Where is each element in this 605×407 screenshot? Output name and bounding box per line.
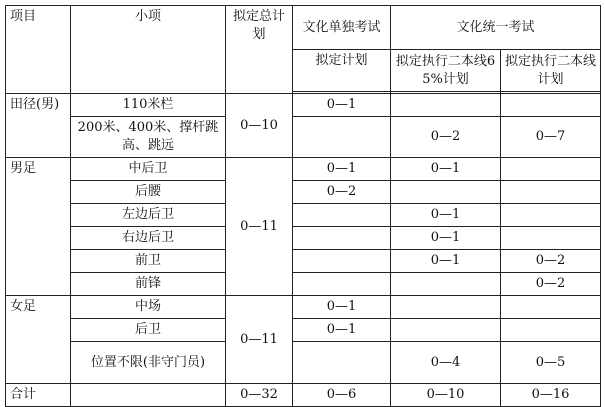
track-single	[293, 117, 391, 158]
women-u65	[391, 296, 501, 319]
track-total: 0—10	[226, 94, 293, 158]
men-u65	[391, 273, 501, 296]
men-sub: 中后卫	[71, 158, 226, 181]
men-u65: 0—1	[391, 204, 501, 227]
women-uline	[501, 319, 601, 342]
men-item: 男足	[6, 158, 71, 296]
men-single	[293, 204, 391, 227]
men-uline	[501, 158, 601, 181]
women-sub: 中场	[71, 296, 226, 319]
men-sub: 前锋	[71, 273, 226, 296]
table-row	[6, 181, 601, 204]
women-single: 0—1	[293, 319, 391, 342]
header-item: 项目	[6, 6, 71, 94]
men-single	[293, 250, 391, 273]
men-u65: 0—1	[391, 158, 501, 181]
total-single: 0—6	[293, 384, 391, 407]
table-row	[6, 227, 601, 250]
women-u65: 0—4	[391, 342, 501, 384]
men-single	[293, 227, 391, 250]
header-single-exam: 文化单独考试	[293, 6, 391, 50]
track-uline	[501, 94, 601, 117]
men-u65	[391, 181, 501, 204]
men-single	[293, 273, 391, 296]
total-u65: 0—10	[391, 384, 501, 407]
women-single	[293, 342, 391, 384]
table-row	[6, 158, 601, 181]
men-sub: 左边后卫	[71, 204, 226, 227]
women-uline	[501, 296, 601, 319]
men-sub: 前卫	[71, 250, 226, 273]
total-row	[6, 384, 601, 407]
enrollment-plan-table	[5, 5, 601, 407]
track-item: 田径(男)	[6, 94, 71, 158]
track-sub: 200米、400米、撑杆跳高、跳远	[71, 117, 226, 158]
women-u65	[391, 319, 501, 342]
women-sub: 位置不限(非守门员)	[71, 342, 226, 384]
women-total: 0—11	[226, 296, 293, 384]
table-row	[6, 273, 601, 296]
men-sub: 后腰	[71, 181, 226, 204]
total-total: 0—32	[226, 384, 293, 407]
header-row	[6, 6, 601, 50]
table-row	[6, 94, 601, 117]
women-single: 0—1	[293, 296, 391, 319]
total-sub	[71, 384, 226, 407]
men-u65: 0—1	[391, 250, 501, 273]
women-sub: 后卫	[71, 319, 226, 342]
table-row	[6, 319, 601, 342]
men-total: 0—11	[226, 158, 293, 296]
track-single: 0—1	[293, 94, 391, 117]
header-sub-item: 小项	[71, 6, 226, 94]
track-u65: 0—2	[391, 117, 501, 158]
header-unified-exam: 文化统一考试	[391, 6, 601, 50]
men-uline: 0—2	[501, 273, 601, 296]
header-single-plan: 拟定计划	[293, 50, 391, 92]
table-row	[6, 250, 601, 273]
men-u65: 0—1	[391, 227, 501, 250]
total-uline: 0—16	[501, 384, 601, 407]
header-total-plan: 拟定总计划	[226, 6, 293, 94]
table-row	[6, 296, 601, 319]
table-row	[6, 117, 601, 158]
total-item: 合计	[6, 384, 71, 407]
men-uline	[501, 227, 601, 250]
table-row	[6, 342, 601, 384]
men-sub: 右边后卫	[71, 227, 226, 250]
track-sub: 110米栏	[71, 94, 226, 117]
men-uline: 0—2	[501, 250, 601, 273]
men-uline	[501, 204, 601, 227]
men-single: 0—1	[293, 158, 391, 181]
women-uline: 0—5	[501, 342, 601, 384]
track-uline: 0—7	[501, 117, 601, 158]
men-single: 0—2	[293, 181, 391, 204]
track-u65	[391, 94, 501, 117]
table-row	[6, 204, 601, 227]
header-unified-line: 拟定执行二本线计划	[501, 50, 601, 92]
men-uline	[501, 181, 601, 204]
header-unified-65: 拟定执行二本线65%计划	[391, 50, 501, 92]
women-item: 女足	[6, 296, 71, 384]
